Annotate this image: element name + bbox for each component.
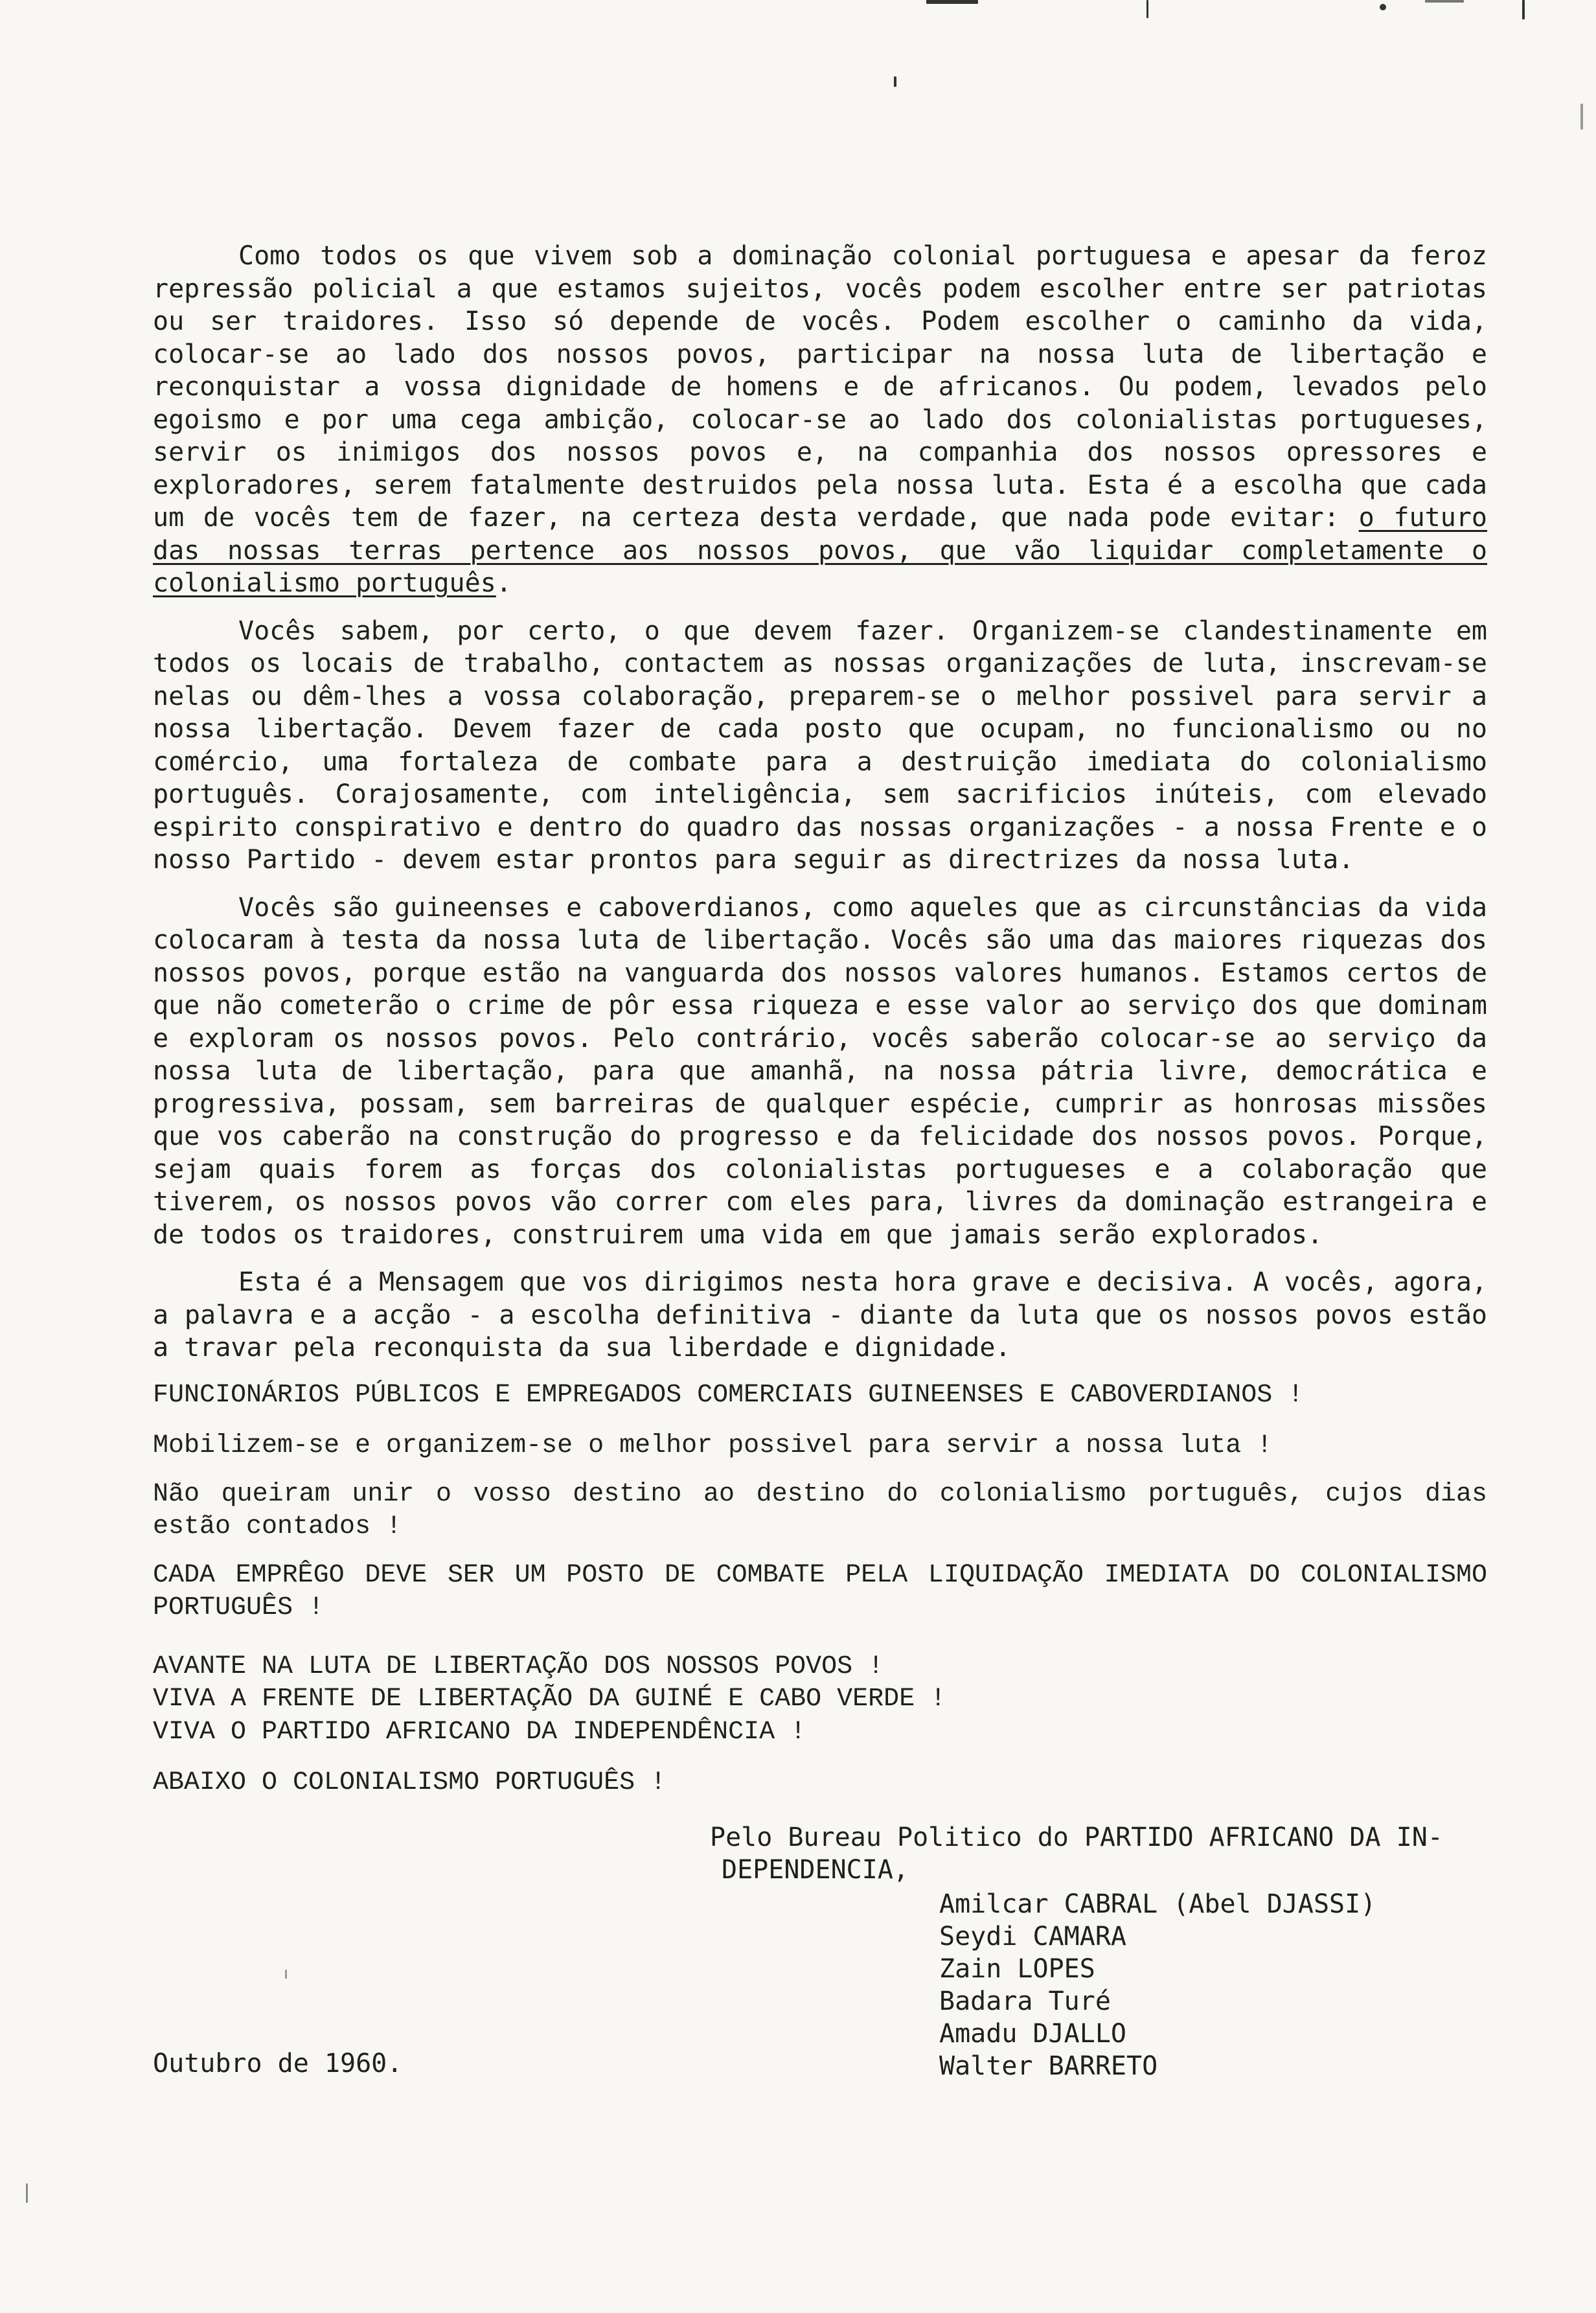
scan-mark (926, 0, 978, 4)
spacer (153, 1749, 1487, 1767)
paragraph-3: Vocês são guineenses e caboverdianos, como aqueles que as circunstâncias da vida colocaram à testa da nossa luta de libertação. Vocês são uma das maiores riquezas dos nossos povos, porque estão na vanguarda dos nossos valores humanos. Estamos certos de que não cometerão o crime de pôr essa riqueza e esse valor ao serviço dos que dominam e exploram os nossos povos. Pelo contrário, vocês saberão colocar-se ao serviço da nossa luta de libertação, para que amanhã, na nossa pátria livre, democrática e progressiva, possam, sem barreiras de qualquer espécie, cumprir as honrosas missões que vos caberão na construção do progresso e da felicidade dos nossos povos. Porque, sejam quais forem as forças dos colonialistas portugueses e a colaboração que tiverem, os nossos povos vão correr com eles para, livres da dominação estrangeira e de todos os traidores, construirem uma vida em que jamais serão explorados. (153, 892, 1487, 1250)
exhortation-2: Não queiram unir o vosso destino ao destino do colonialismo português, cujos dias estão contados ! (153, 1479, 1487, 1541)
scan-mark (894, 76, 896, 87)
scan-mark (1425, 0, 1464, 3)
scan-mark (1522, 0, 1525, 19)
scan-mark (1146, 0, 1148, 18)
signatory-name: Seydi CAMARA (939, 1922, 1126, 1951)
scan-mark (26, 2183, 28, 2203)
slogan-3: VIVA O PARTIDO AFRICANO DA INDEPENDÊNCIA ! (153, 1717, 806, 1747)
signatory-name: Zain LOPES (939, 1954, 1095, 1984)
signatory-name: Badara Turé (939, 1986, 1111, 2016)
slogan-1: AVANTE NA LUTA DE LIBERTAÇÃO DOS NOSSOS POVOS ! (153, 1651, 884, 1681)
signature-line-1: Pelo Bureau Politico do PARTIDO AFRICANO DA IN- (710, 1823, 1443, 1852)
paragraph-4: Esta é a Mensagem que vos dirigimos nesta hora grave e decisiva. A vocês, agora, a palavra e a acção - a escolha definitiva - diante da luta que os nossos povos estão a travar pela reconquista da sua liberdade e dignidade. (153, 1267, 1487, 1363)
underlined-statement: o futuro das nossas terras pertence aos nossos povos, que vão liquidar completamente o colonialismo português (153, 503, 1487, 598)
scan-mark (1580, 104, 1583, 130)
paragraph-1-text: Como todos os que vivem sob a dominação colonial portuguesa e apesar da feroz repressão policial a que estamos sujeitos, vocês podem escolher entre ser patriotas ou ser traidores. Isso só depende de vocês. Podem escolher o caminho da vida, colocar-se ao lado dos nossos povos, participar na nossa luta de libertação e reconquistar a vossa dignidade de homens e de africanos. Ou podem, levados pelo egoismo e por uma cega ambição, colocar-se ao lado dos colonialistas portugueses, servir os inimigos dos nossos povos e, na companhia dos nossos opressores e exploradores, serem fatalmente destruidos pela nossa luta. Esta é a escolha que cada um de vocês tem de fazer, na certeza desta verdade, que nada pode evitar: (153, 241, 1487, 533)
signature-line-2: DEPENDENCIA, (722, 1855, 909, 1885)
paragraph-1-end: . (496, 568, 512, 598)
spacer (153, 1463, 1487, 1479)
paragraph-2: Vocês sabem, por certo, o que devem fazer. Organizem-se clandestinamente em todos os locais de trabalho, contactem as nossas organizações de luta, inscrevam-se nelas ou dêm-lhes a vossa colaboração, preparem-se o melhor possivel para servir a nossa libertação. Devem fazer de cada posto que ocupam, no funcionalismo ou no comércio, uma fortaleza de combate para a destruição imediata do colonialismo português. Corajosamente, com inteligência, sem sacrificios inúteis, com elevado espirito conspirativo e dentro do quadro das nossas organizações - a nossa Frente e o nosso Partido - devem estar prontos para seguir as directrizes da nossa luta. (153, 616, 1487, 875)
spacer (153, 1412, 1487, 1430)
scan-mark (1380, 4, 1386, 10)
spacer (153, 1544, 1487, 1559)
appeal-heading: FUNCIONÁRIOS PÚBLICOS E EMPREGADOS COMERCIAIS GUINEENSES E CABOVERDIANOS ! (153, 1380, 1304, 1410)
scan-mark (285, 1970, 287, 1979)
signatory-name: Amadu DJALLO (939, 2019, 1126, 2049)
slogan-2: VIVA A FRENTE DE LIBERTAÇÃO DA GUINÉ E CABO VERDE ! (153, 1685, 946, 1714)
spacer (153, 1625, 1487, 1651)
signatory-list (939, 1888, 1376, 2082)
document-date: Outubro de 1960. (153, 2049, 403, 2078)
final-slogan: ABAIXO O COLONIALISMO PORTUGUÊS ! (153, 1768, 667, 1797)
paragraph-1 (153, 240, 1487, 600)
signatory-name: Walter BARRETO (939, 2051, 1158, 2081)
exhortation-3: CADA EMPRÊGO DEVE SER UM POSTO DE COMBATE PELA LIQUIDAÇÃO IMEDIATA DO COLONIALISMO PORTUGUÊS ! (153, 1560, 1487, 1622)
signatory-name: Amilcar CABRAL (Abel DJASSI) (939, 1889, 1376, 1919)
signature-block (710, 1821, 1474, 1886)
document-body (153, 240, 1487, 1800)
exhortation-1: Mobilizem-se e organizem-se o melhor possivel para servir a nossa luta ! (153, 1431, 1273, 1460)
